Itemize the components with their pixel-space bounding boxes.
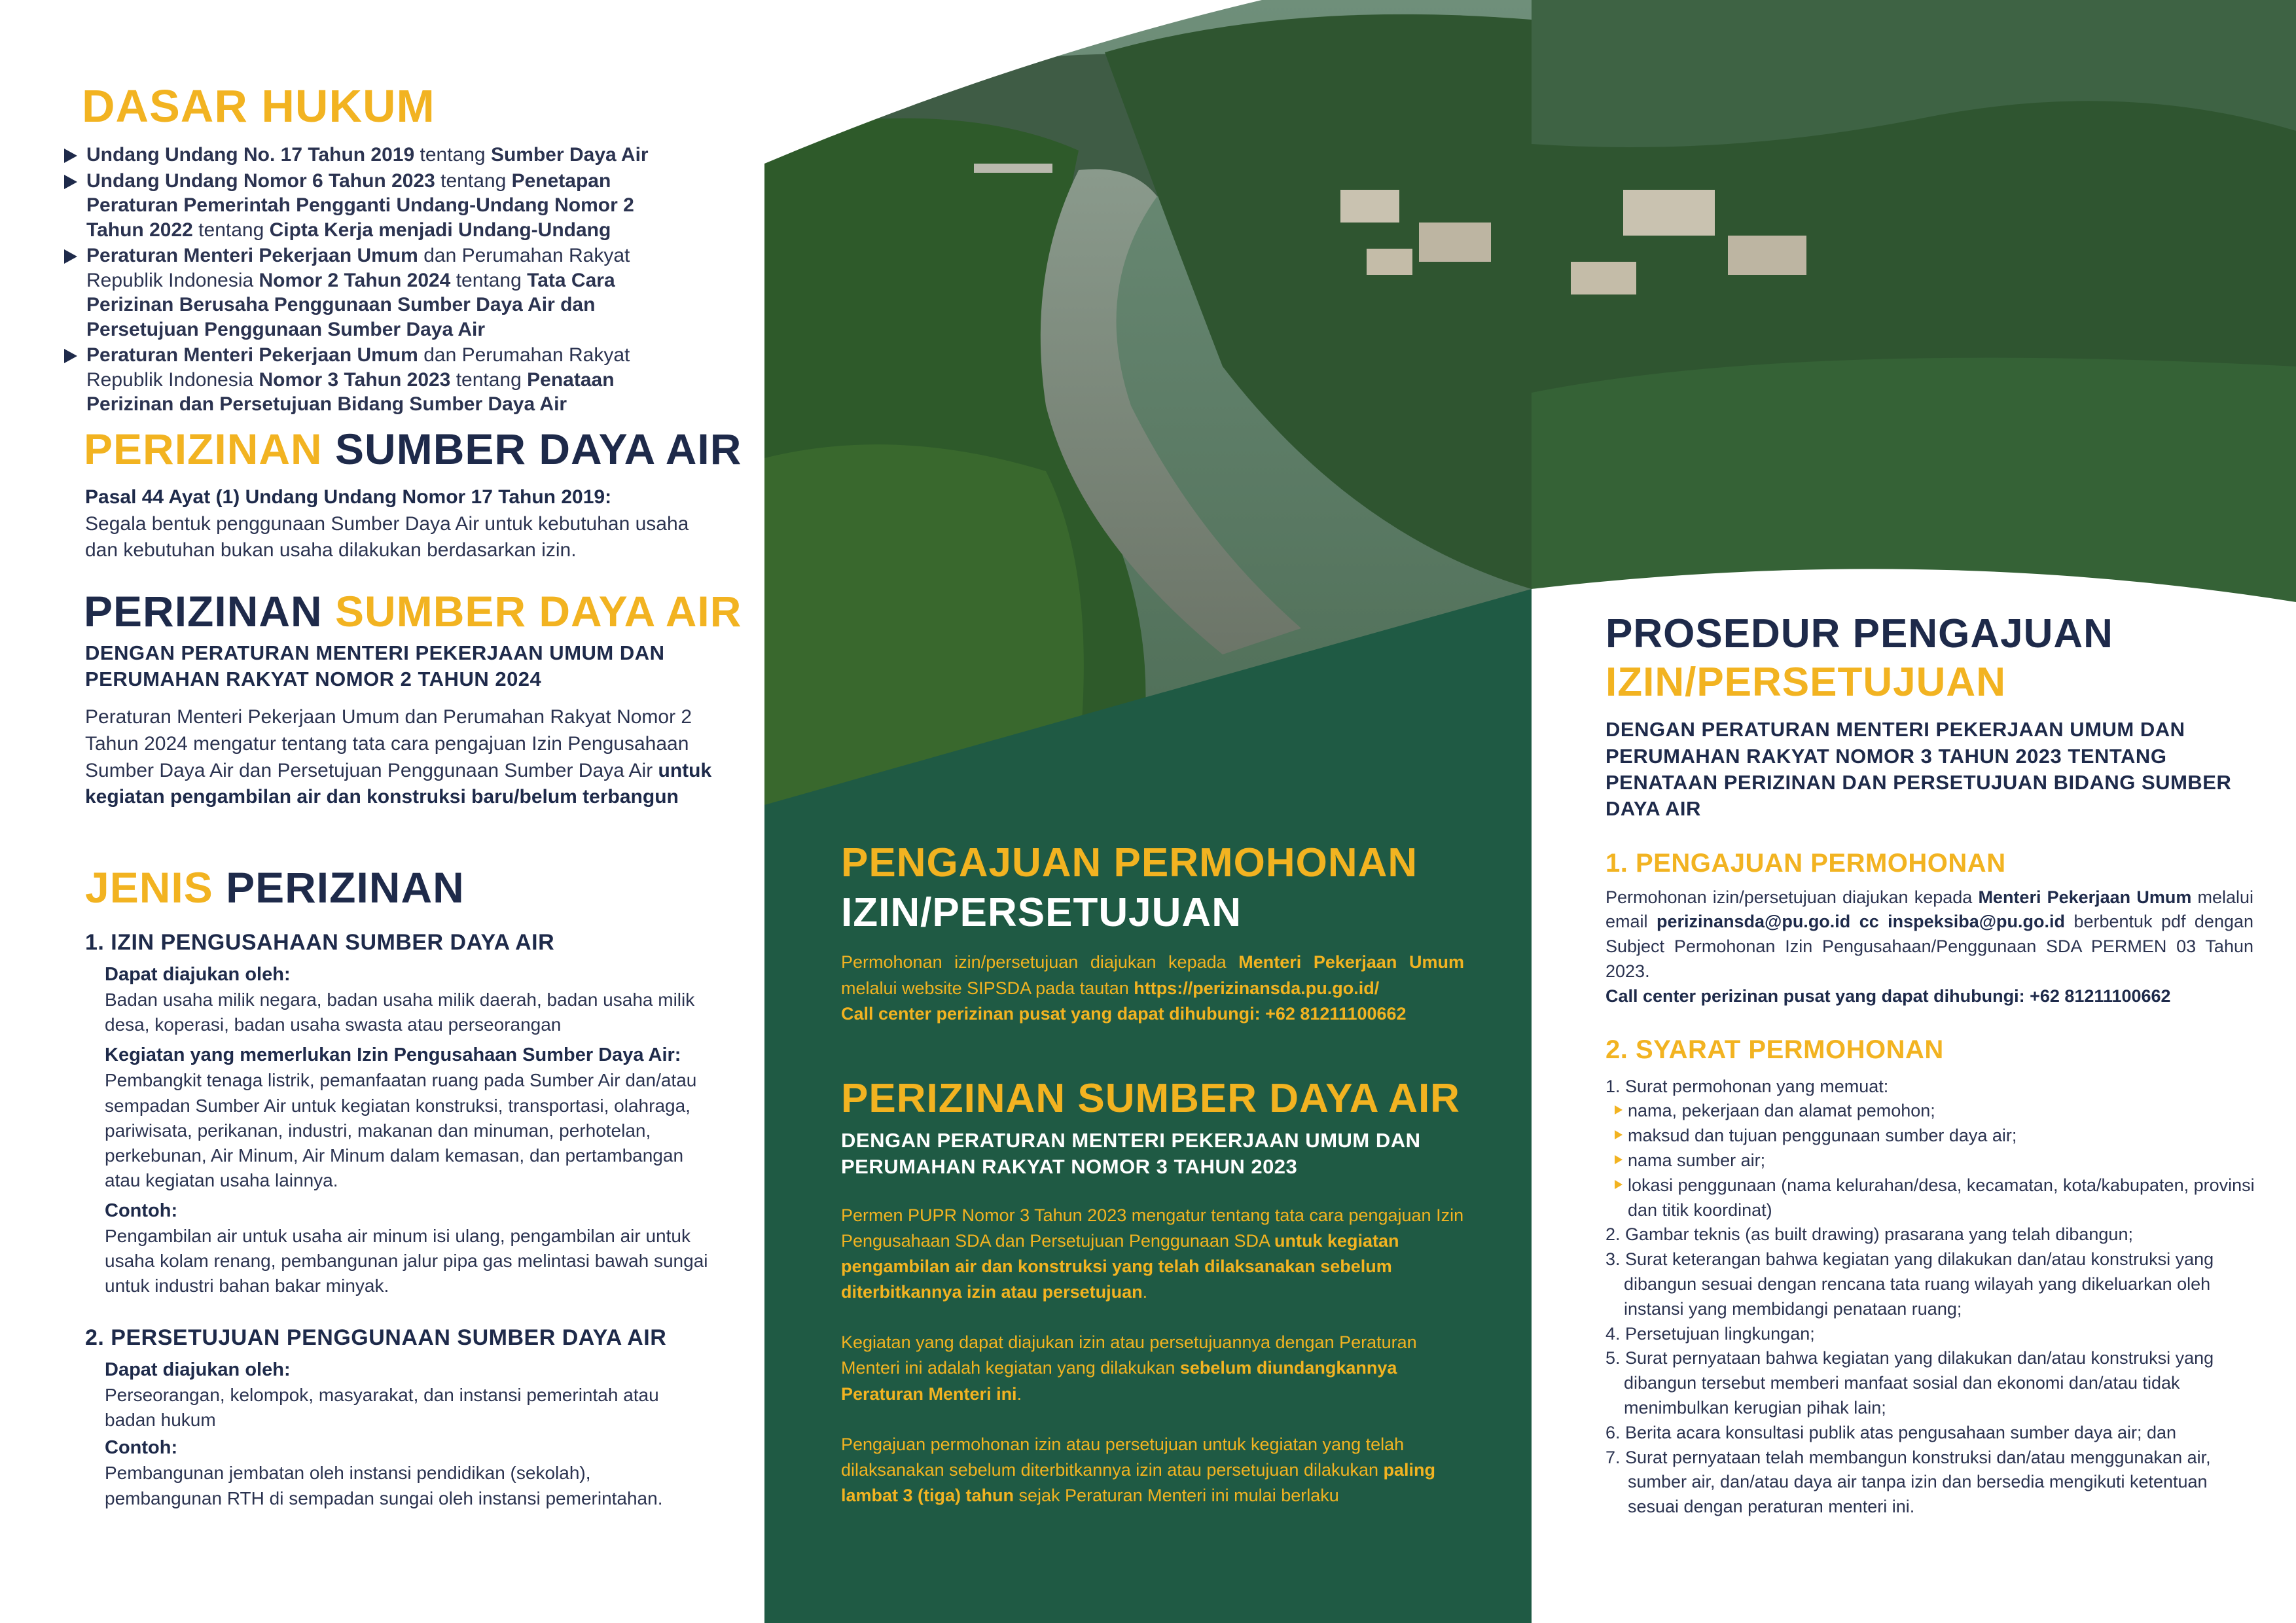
perizinan3-title: PERIZINAN SUMBER DAYA AIR	[841, 1076, 1460, 1121]
requirements-list	[1605, 1075, 2260, 1520]
pengajuan-block	[841, 841, 1496, 1027]
prosedur-block	[1605, 612, 2267, 1520]
perizinan3-text-1: Permen PUPR Nomor 3 Tahun 2023 mengatur tentang tata cara pengajuan Izin Pengusahaan SDA dan Persetujuan Penggunaan SDA untuk kegiatan pengambilan air dan konstruksi yang telah dilaksanakan sebelum diterbitkannya izin atau persetujuan.	[841, 1205, 1464, 1302]
pengajuan-text: Permohonan izin/persetujuan diajukan kepada Menteri Pekerjaan Umum melalui website SIPSDA pada tautan https://perizinansda.pu.go.id/ Call center perizinan pusat yang dapat dihubungi: +62 81211100662	[841, 952, 1464, 1024]
law-item: Peraturan Menteri Pekerjaan Umum dan Perumahan Rakyat Republik Indonesia Nomor 3 Tahun 2023 tentang Penataan Perizinan dan Persetujuan Bidang Sumber Daya Air	[64, 343, 660, 417]
text: Pembangkit tenaga listrik, pemanfaatan ruang pada Sumber Air dan/atau sempadan Sumber Air untuk kegiatan konstruksi, transportasi, olahraga, pariwisata, perikanan, industri, makanan dan minuman, perhotelan, perkebunan, Air Minum, Air Minum dalam kemasan, dan pertambangan atau kegiatan usaha lainnya.	[105, 1070, 697, 1190]
persetujuan-body	[105, 1357, 694, 1511]
requirement-item: 1. Surat permohonan yang memuat:	[1605, 1076, 1889, 1096]
law-list	[64, 143, 660, 418]
pasal-label: Pasal 44 Ayat (1) Undang Undang Nomor 17 Tahun 2019:	[85, 486, 612, 508]
law-item: Undang Undang Nomor 6 Tahun 2023 tentang Penetapan Peraturan Pemerintah Pengganti Undang-Undang Nomor 2 Tahun 2022 tentang Cipta Kerja menjadi Undang-Undang	[64, 169, 660, 243]
prosedur-subtitle: DENGAN PERATURAN MENTERI PEKERJAAN UMUM DAN PERUMAHAN RAKYAT NOMOR 3 TAHUN 2023 TENTANG PENATAAN PERIZINAN DAN PERSETUJUAN BIDANG SUMBER DAYA AIR	[1605, 718, 2232, 821]
pengajuan-text: Permohonan izin/persetujuan diajukan kepada Menteri Pekerjaan Umum melalui email perizinansda@pu.go.id cc inspeksiba@pu.go.id berbentuk pdf dengan Subject Permohonan Izin Pengusahaan/Penggunaan SDA PERMEN 03 Tahun 2023. Call center perizinan pusat yang dapat dihubungi: +62 81211100662	[1605, 887, 2254, 1006]
perizinan3-subtitle: DENGAN PERATURAN MENTERI PEKERJAAN UMUM DAN PERUMAHAN RAKYAT NOMOR 3 TAHUN 2023	[841, 1129, 1421, 1179]
triangle-bullet-icon	[64, 249, 77, 264]
triangle-bullet-icon	[1615, 1180, 1623, 1189]
perizinan3-block	[841, 1077, 1496, 1508]
pasal-text: Segala bentuk penggunaan Sumber Daya Air untuk kebutuhan usaha dan kebutuhan bukan usaha dilakukan berdasarkan izin.	[85, 512, 689, 562]
requirement-subitem: nama, pekerjaan dan alamat pemohon;	[1605, 1099, 2260, 1124]
requirement-item: 6. Berita acara konsultasi publik atas pengusahaan sumber daya air; dan	[1605, 1422, 2177, 1442]
izin-pengusahaan-body	[105, 962, 713, 1298]
perizinan2-text: Peraturan Menteri Pekerjaan Umum dan Perumahan Rakyat Nomor 2 Tahun 2024 mengatur tentang tata cara pengajuan Izin Pengusahaan Sumber Daya Air dan Persetujuan Penggunaan Sumber Daya Air untuk kegiatan pengambilan air dan konstruksi baru/belum terbangun	[85, 706, 712, 808]
requirement-subitem: nama sumber air;	[1605, 1149, 2260, 1173]
prosedur-title-1: PROSEDUR PENGAJUAN	[1605, 611, 2113, 656]
label: Contoh:	[105, 1200, 178, 1221]
izin-pengusahaan-heading: 1. IZIN PENGUSAHAAN SUMBER DAYA AIR	[85, 930, 555, 955]
top-curve-shape	[764, 0, 1532, 170]
pengajuan-title-2: IZIN/PERSETUJUAN	[841, 890, 1242, 936]
label: Kegiatan yang memerlukan Izin Pengusahaan Sumber Daya Air:	[105, 1044, 681, 1066]
triangle-bullet-icon	[64, 175, 77, 189]
triangle-bullet-icon	[64, 349, 77, 363]
requirement-subitem: lokasi penggunaan (nama kelurahan/desa, kecamatan, kota/kabupaten, provinsi dan titik koordinat)	[1605, 1173, 2260, 1223]
green-curve-shape	[764, 576, 1532, 838]
law-item: Undang Undang No. 17 Tahun 2019 tentang Sumber Daya Air	[64, 143, 660, 168]
right-landscape-photo	[1532, 0, 2296, 615]
pengajuan-heading: 1. PENGAJUAN PERMOHONAN	[1605, 848, 2006, 878]
requirement-subitem: maksud dan tujuan penggunaan sumber daya air;	[1605, 1124, 2260, 1149]
triangle-bullet-icon	[64, 149, 77, 163]
label: Dapat diajukan oleh:	[105, 1359, 291, 1380]
perizinan3-text-2: Kegiatan yang dapat diajukan izin atau persetujuannya dengan Peraturan Menteri ini adalah kegiatan yang dilakukan sebelum diundangkannya Peraturan Menteri ini.	[841, 1332, 1417, 1404]
label: Contoh:	[105, 1437, 178, 1459]
triangle-bullet-icon	[1615, 1130, 1623, 1139]
requirement-item: 4. Persetujuan lingkungan;	[1605, 1323, 1815, 1344]
law-item: Peraturan Menteri Pekerjaan Umum dan Perumahan Rakyat Republik Indonesia Nomor 2 Tahun 2024 tentang Tata Cara Perizinan Berusaha Penggunaan Sumber Daya Air dan Persetujuan Penggunaan Sumber Daya Air	[64, 243, 660, 342]
jenis-title: JENIS PERIZINAN	[85, 863, 465, 912]
requirement-item: 7. Surat pernyataan telah membangun konstruksi dan/atau menggunakan air, sumber air, dan/atau daya air tanpa izin dan bersedia mengikuti ketentuan sesuai dengan peraturan menteri ini.	[1605, 1447, 2211, 1517]
dasar-hukum-title: DASAR HUKUM	[82, 80, 435, 132]
perizinan2-title: PERIZINAN SUMBER DAYA AIR	[84, 587, 742, 635]
perizinan2-subtitle: DENGAN PERATURAN MENTERI PEKERJAAN UMUM DAN PERUMAHAN RAKYAT NOMOR 2 TAHUN 2024	[85, 641, 665, 691]
pengajuan-title-1: PENGAJUAN PERMOHONAN	[841, 840, 1418, 885]
middle-panel	[764, 0, 1532, 1623]
syarat-heading: 2. SYARAT PERMOHONAN	[1605, 1035, 1944, 1064]
perizinan1-body	[85, 484, 713, 564]
requirement-item: 3. Surat keterangan bahwa kegiatan yang dilakukan dan/atau konstruksi yang dibangun sesuai dengan rencana tata ruang wilayah yang dikeluarkan oleh instansi yang membidangi penataan ruang;	[1605, 1249, 2214, 1319]
text: Perseorangan, kelompok, masyarakat, dan instansi pemerintah atau badan hukum	[105, 1385, 659, 1431]
persetujuan-heading: 2. PERSETUJUAN PENGGUNAAN SUMBER DAYA AIR	[85, 1325, 667, 1350]
perizinan1-title: PERIZINAN SUMBER DAYA AIR	[84, 425, 742, 473]
triangle-bullet-icon	[1615, 1155, 1623, 1164]
prosedur-title-2: IZIN/PERSETUJUAN	[1605, 660, 2006, 705]
right-panel	[1532, 0, 2296, 1623]
label: Dapat diajukan oleh:	[105, 964, 291, 985]
left-panel	[0, 0, 764, 1623]
requirement-item: 5. Surat pernyataan bahwa kegiatan yang dilakukan dan/atau konstruksi yang dibangun tersebut memberi manfaat sosial dan ekonomi dan/atau tidak menimbulkan kerugian pihak lain;	[1605, 1348, 2214, 1418]
text: Badan usaha milik negara, badan usaha milik daerah, badan usaha milik desa, koperasi, badan usaha swasta atau perseorangan	[105, 990, 695, 1035]
requirement-item: 2. Gambar teknis (as built drawing) prasarana yang telah dibangun;	[1605, 1224, 2133, 1245]
text: Pengambilan air untuk usaha air minum isi ulang, pengambilan air untuk usaha kolam renang, pembangunan jalur pipa gas melintasi bawah sungai untuk industri bahan bakar minyak.	[105, 1225, 708, 1296]
perizinan3-text-3: Pengajuan permohonan izin atau persetujuan untuk kegiatan yang telah dilaksanakan sebelum diterbitkannya izin atau persetujuan dilakukan paling lambat 3 (tiga) tahun sejak Peraturan Menteri ini mulai berlaku	[841, 1434, 1436, 1506]
text: Pembangunan jembatan oleh instansi pendidikan (sekolah), pembangunan RTH di sempadan sungai oleh instansi pemerintahan.	[105, 1463, 663, 1508]
triangle-bullet-icon	[1615, 1105, 1623, 1115]
